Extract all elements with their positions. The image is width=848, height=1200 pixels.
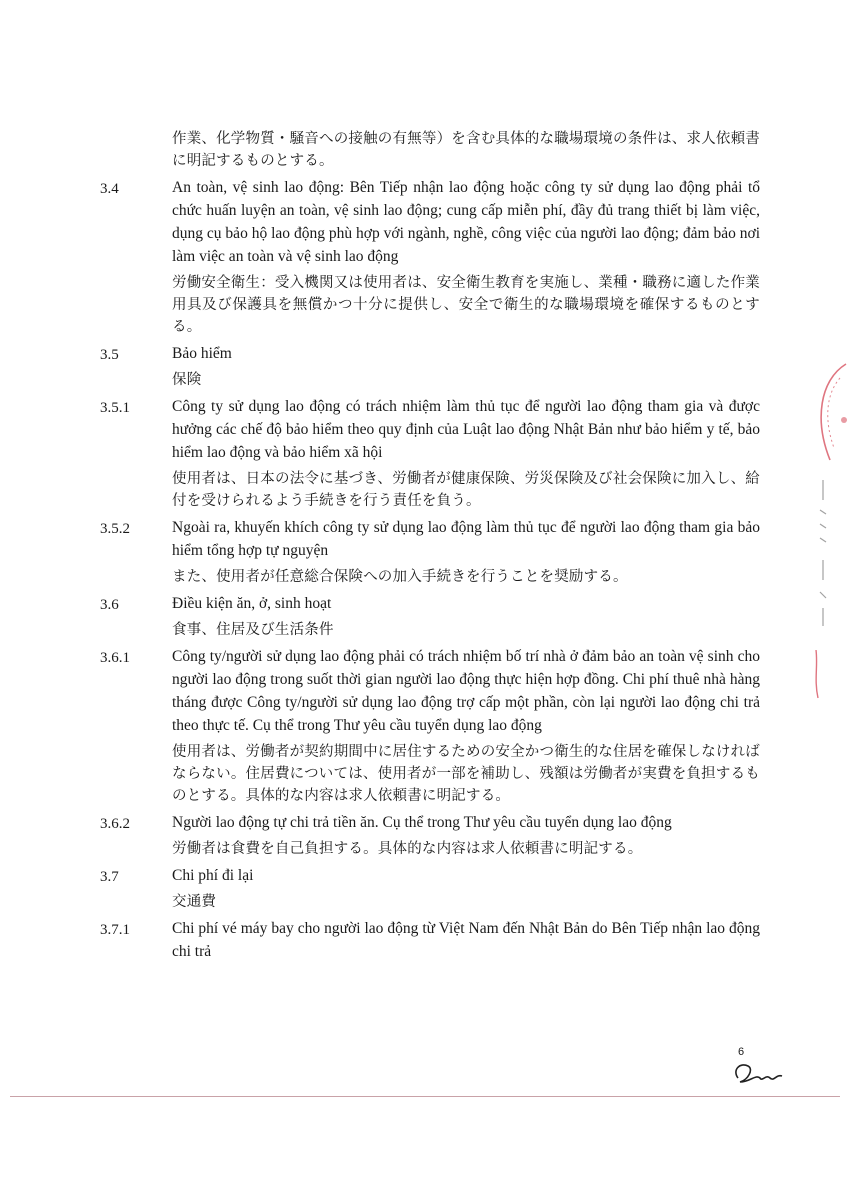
- section-number: 3.6: [100, 597, 119, 613]
- section-heading-ja: 食事、住居及び生活条件: [172, 622, 334, 638]
- section-3-6-2: [100, 811, 760, 860]
- section-number: 3.5: [100, 347, 119, 363]
- section-text-ja: 労働者は食費を自己負担する。具体的な内容は求人依頼書に明記する。: [172, 841, 643, 857]
- margin-annotation-icon: [808, 480, 838, 630]
- section-heading-vi: Chi phí đi lại: [172, 867, 254, 884]
- signature-initials-icon: [730, 1060, 790, 1090]
- section-text-vi: Ngoài ra, khuyến khích công ty sử dụng lao động làm thủ tục để người lao động tham gia bảo hiểm tổng hợp tự nguyện: [172, 519, 760, 559]
- section-text-ja: 使用者は、労働者が契約期間中に居住するための安全かつ衛生的な住居を確保しなければならない。住居費については、使用者が一部を補助し、残額は労働者が実費を負担するものとする。具体的な内容は求人依頼書に明記する。: [172, 744, 760, 804]
- margin-red-mark-icon: [806, 650, 826, 700]
- section-text-ja: また、使用者が任意総合保険への加入手続きを行うことを奨励する。: [172, 569, 628, 585]
- section-3-6-1: [100, 645, 760, 807]
- section-number: 3.5.2: [100, 521, 130, 537]
- section-text-ja: 労働安全衛生：受入機関又は使用者は、安全衛生教育を実施し、業種・職務に適した作業用具及び保護具を無償かつ十分に提供し、安全で衛生的な職場環境を確保するものとする。: [172, 275, 760, 335]
- intro-paragraph-ja: 作業、化学物質・騒音への接触の有無等）を含む具体的な職場環境の条件は、求人依頼書に明記するものとする。: [172, 131, 760, 169]
- section-3-4: [100, 176, 760, 338]
- section-number: 3.6.1: [100, 650, 130, 666]
- section-3-5-1: [100, 395, 760, 512]
- section-number: 3.7: [100, 869, 119, 885]
- section-3-5: [100, 342, 760, 391]
- section-number: 3.4: [100, 181, 119, 197]
- section-3-6: [100, 592, 760, 641]
- section-3-7: [100, 864, 760, 913]
- document-body: [100, 128, 760, 963]
- section-text-vi: Công ty sử dụng lao động có trách nhiệm làm thủ tục để người lao động tham gia và được hưởng các chế độ bảo hiểm theo quy định của Luật lao động Nhật Bản như bảo hiểm y tế, bảo hiểm lao động và bảo hiểm xã hội: [172, 398, 760, 461]
- section-3-5-2: [100, 516, 760, 588]
- section-number: 3.5.1: [100, 400, 130, 416]
- section-text-vi: Người lao động tự chi trả tiền ăn. Cụ thể trong Thư yêu cầu tuyển dụng lao động: [172, 814, 672, 831]
- section-heading-ja: 交通費: [172, 894, 217, 910]
- section-3-7-1: [100, 917, 760, 963]
- section-number: 3.6.2: [100, 816, 130, 832]
- section-text-ja: 使用者は、日本の法令に基づき、労働者が健康保険、労災保険及び社会保険に加入し、給付を受けられるよう手続きを行う責任を負う。: [172, 471, 760, 509]
- stamp-fragment-icon: [800, 360, 848, 470]
- page-number: 6: [738, 1046, 745, 1058]
- bottom-rule: [10, 1096, 840, 1097]
- section-text-vi: Chi phí vé máy bay cho người lao động từ Việt Nam đến Nhật Bản do Bên Tiếp nhận lao động chi trả: [172, 920, 760, 960]
- section-text-vi: Công ty/người sử dụng lao động phải có trách nhiệm bố trí nhà ở đảm bảo an toàn vệ sinh cho người lao động trong suốt thời gian người lao động thực hiện hợp đồng. Chi phí thuê nhà hàng tháng được Công ty/người sử dụng lao động trợ cấp một phần, còn lại người lao động chi trả theo thực tế. Cụ thể trong Thư yêu cầu tuyển dụng lao động: [172, 648, 760, 734]
- section-text-vi: An toàn, vệ sinh lao động: Bên Tiếp nhận lao động hoặc công ty sử dụng lao động phải tổ chức huấn luyện an toàn, vệ sinh lao động; cung cấp miễn phí, đầy đủ trang thiết bị làm việc, dụng cụ bảo hộ lao động phù hợp với ngành, nghề, công việc của người lao động; đảm bảo nơi làm việc an toàn và vệ sinh lao động: [172, 179, 760, 265]
- section-heading-vi: Điều kiện ăn, ở, sinh hoạt: [172, 595, 332, 612]
- section-heading-vi: Bảo hiểm: [172, 345, 232, 362]
- section-heading-ja: 保険: [172, 372, 202, 388]
- section-number: 3.7.1: [100, 922, 130, 938]
